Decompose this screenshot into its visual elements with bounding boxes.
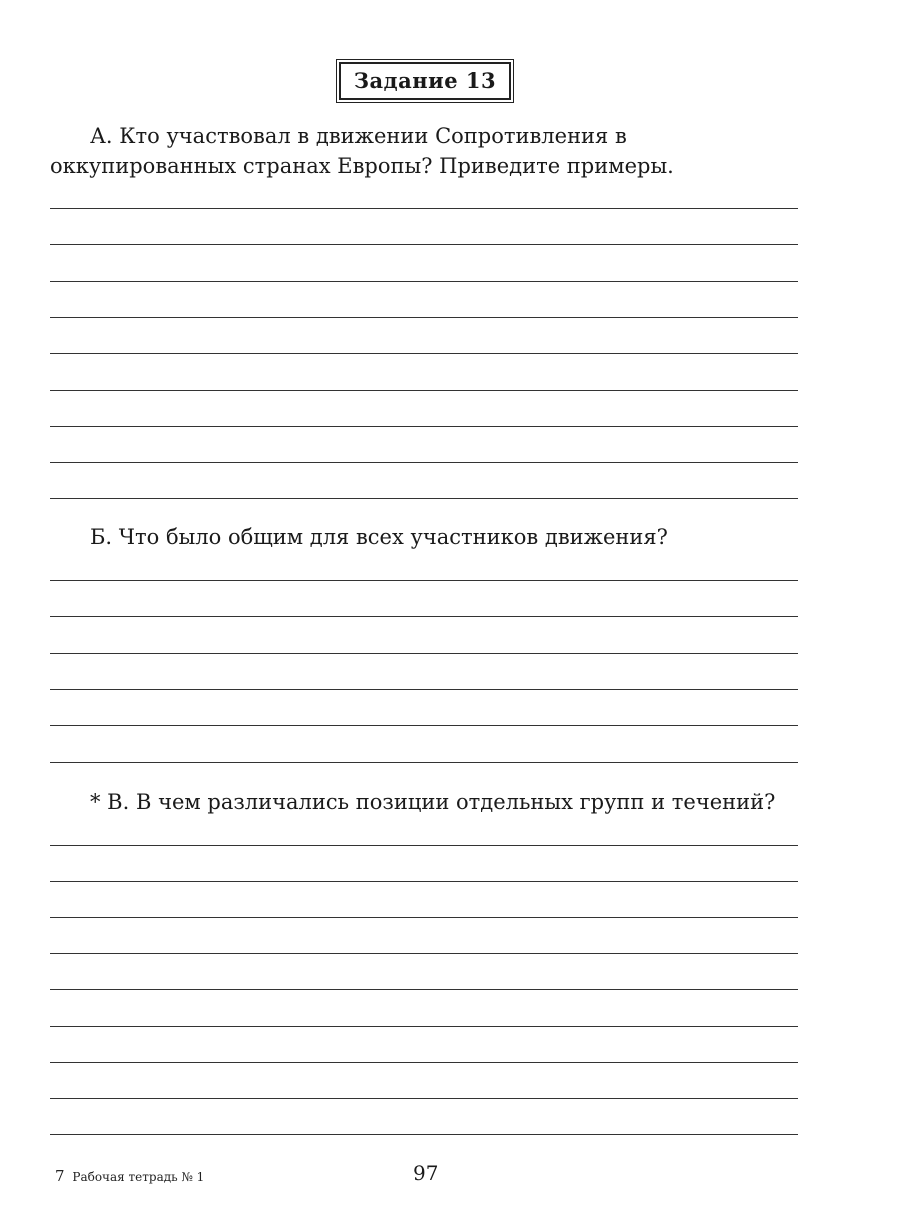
answer-line[interactable] bbox=[50, 390, 798, 391]
answer-line[interactable] bbox=[50, 1098, 798, 1099]
answer-line[interactable] bbox=[50, 953, 798, 954]
answer-line[interactable] bbox=[50, 244, 798, 245]
answer-line[interactable] bbox=[50, 917, 798, 918]
signature-number: 7 bbox=[55, 1167, 65, 1185]
answer-line[interactable] bbox=[50, 689, 798, 690]
answer-line[interactable] bbox=[50, 353, 798, 354]
answer-line[interactable] bbox=[50, 1134, 798, 1135]
task-title: Задание 13 bbox=[339, 62, 511, 100]
answer-line[interactable] bbox=[50, 653, 798, 654]
footer-workbook bbox=[55, 1167, 204, 1185]
answer-line[interactable] bbox=[50, 208, 798, 209]
answer-line[interactable] bbox=[50, 989, 798, 990]
answer-line[interactable] bbox=[50, 462, 798, 463]
answer-line[interactable] bbox=[50, 762, 798, 763]
question-c: * В. В чем различались позиции отдельных групп и течений? bbox=[90, 790, 776, 814]
workbook-label: Рабочая тетрадь № 1 bbox=[72, 1170, 205, 1184]
answer-line[interactable] bbox=[50, 426, 798, 427]
answer-line[interactable] bbox=[50, 845, 798, 846]
answer-line[interactable] bbox=[50, 580, 798, 581]
answer-line[interactable] bbox=[50, 317, 798, 318]
question-a: А. Кто участвовал в движении Сопротивления в оккупированных странах Европы? Приведите примеры. bbox=[50, 124, 674, 178]
question-b: Б. Что было общим для всех участников движения? bbox=[90, 525, 668, 549]
answer-line[interactable] bbox=[50, 281, 798, 282]
answer-line[interactable] bbox=[50, 498, 798, 499]
answer-line[interactable] bbox=[50, 1026, 798, 1027]
answer-line[interactable] bbox=[50, 725, 798, 726]
answer-line[interactable] bbox=[50, 616, 798, 617]
answer-line[interactable] bbox=[50, 881, 798, 882]
answer-line[interactable] bbox=[50, 1062, 798, 1063]
page-number: 97 bbox=[413, 1161, 439, 1185]
